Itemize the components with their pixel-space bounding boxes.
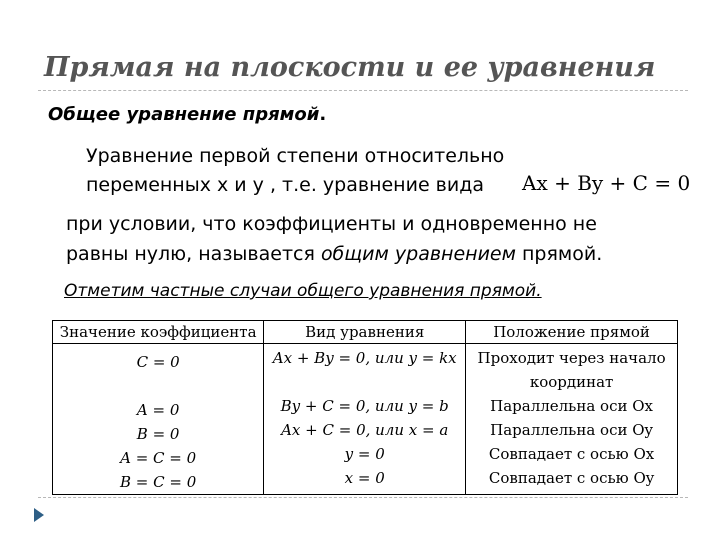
section-heading-dot: .: [319, 104, 327, 125]
header-coefficient: Значение коэффициента: [53, 321, 264, 344]
pos-through-origin-2: координат: [529, 373, 614, 391]
paragraph-2-line-2: [66, 240, 602, 268]
section-heading-text: Общее уравнение прямой: [48, 104, 320, 125]
eq-ox-axis: y = 0: [344, 445, 385, 463]
equation-column: [264, 344, 466, 495]
section-heading: [48, 104, 326, 125]
special-cases-note: Отметим частные случаи общего уравнения прямой.: [64, 281, 542, 301]
footer-divider: [38, 497, 688, 498]
header-equation: Вид уравнения: [264, 321, 466, 344]
table-header-row: [53, 321, 678, 344]
eq-through-origin: Ax + By = 0, или y = kx: [272, 349, 457, 367]
coef-c0: C = 0: [136, 353, 180, 371]
paragraph-2-emphasis: общим уравнением: [320, 243, 516, 265]
paragraph-1-line-2: переменных x и y , т.е. уравнение вида: [86, 174, 485, 196]
coef-a0: A = 0: [136, 401, 180, 419]
paragraph-1-line-1: Уравнение первой степени относительно: [86, 145, 505, 167]
general-equation-formula: Ax + By + C = 0: [522, 171, 691, 195]
coef-blank: [53, 374, 263, 398]
paragraph-2-text-a: равны нулю, называется: [66, 243, 321, 265]
eq-blank: [264, 370, 465, 394]
paragraph-2-line-1: при условии, что коэффициенты и одновременно не: [66, 213, 597, 235]
pos-through-origin-1: Проходит через начало: [477, 349, 666, 367]
coef-b0: B = 0: [136, 425, 180, 443]
eq-parallel-ox: By + C = 0, или y = b: [280, 397, 449, 415]
header-position: Положение прямой: [466, 321, 678, 344]
slide-title: Прямая на плоскости и ее уравнения: [44, 52, 656, 83]
table-row: [53, 344, 678, 495]
paragraph-2-text-b: прямой.: [515, 243, 603, 265]
pos-coincides-ox: Совпадает с осью Ox: [488, 445, 655, 463]
position-column: [466, 344, 678, 495]
eq-oy-axis: x = 0: [344, 469, 385, 487]
coef-bc0: B = C = 0: [120, 473, 197, 491]
title-divider: [38, 90, 688, 91]
coef-ac0: A = C = 0: [120, 449, 197, 467]
triangle-arrow-icon: [34, 508, 44, 522]
special-cases-table: [52, 320, 678, 495]
eq-parallel-oy: Ax + C = 0, или x = a: [281, 421, 449, 439]
pos-parallel-oy: Параллельна оси Oy: [490, 421, 654, 439]
coefficient-column: [53, 344, 264, 495]
pos-coincides-oy: Совпадает с осью Oy: [488, 469, 655, 487]
pos-parallel-ox: Параллельна оси Ox: [490, 397, 653, 415]
